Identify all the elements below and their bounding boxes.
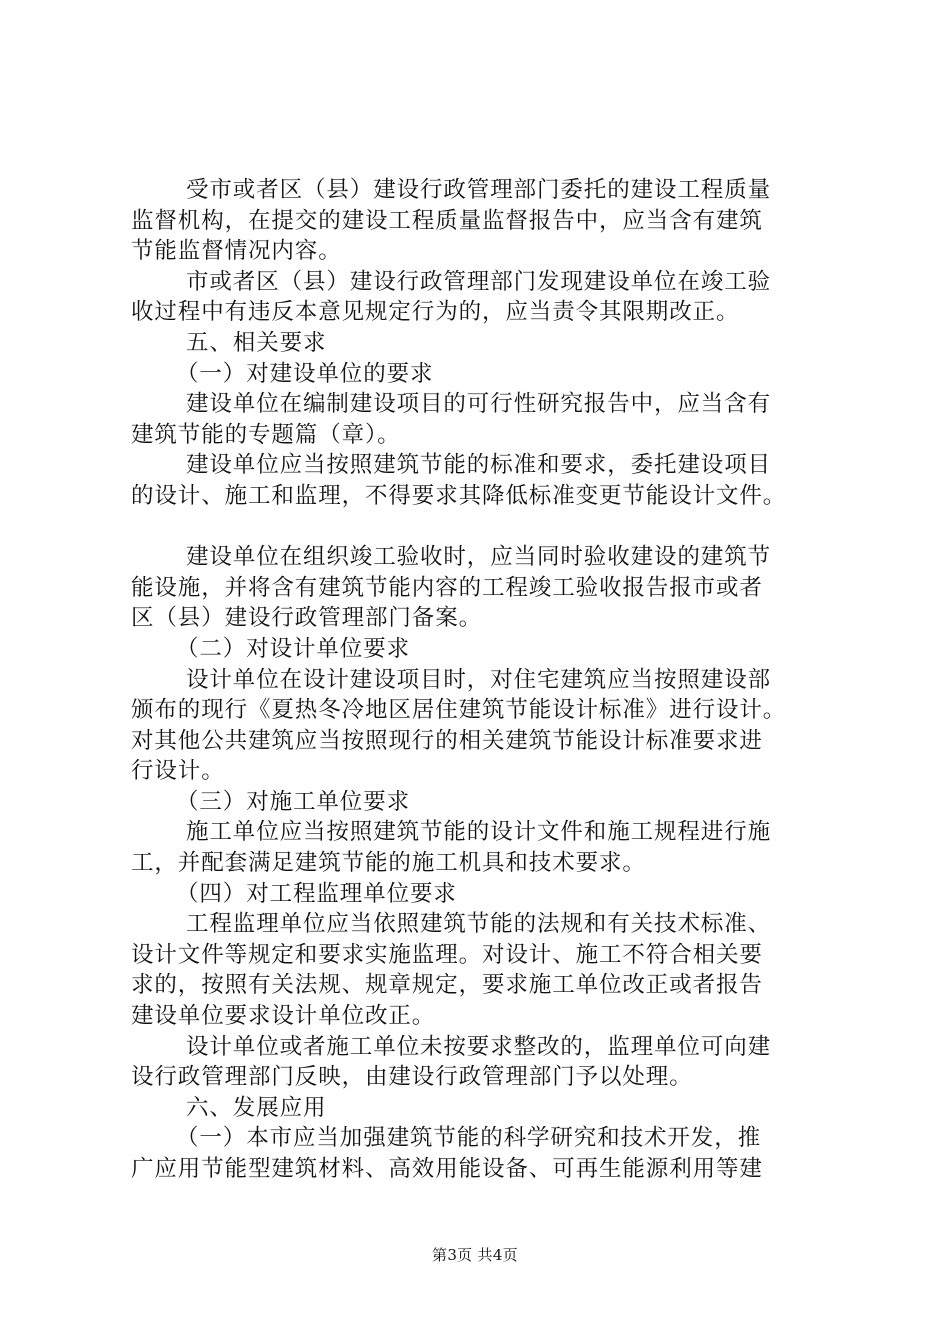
- text-line: 五、相关要求: [186, 329, 327, 356]
- page-footer: 第3页 共4页: [432, 1246, 518, 1264]
- text-line: 建设单位应当按照建筑节能的标准和要求，委托建设项目: [186, 452, 772, 479]
- text-line: 颁布的现行《夏热冬冷地区居住建筑节能设计标准》进行设计。: [131, 697, 787, 724]
- text-line: （四）对工程监理单位要求: [176, 880, 457, 907]
- text-line: 设行政管理部门反映，由建设行政管理部门予以处理。: [131, 1064, 693, 1091]
- text-line: 收过程中有违反本意见规定行为的，应当责令其限期改正。: [131, 299, 740, 326]
- text-line: （三）对施工单位要求: [176, 788, 411, 815]
- text-line: （一）本市应当加强建筑节能的科学研究和技术开发，推: [176, 1125, 762, 1152]
- text-line: 广应用节能型建筑材料、高效用能设备、可再生能源利用等建: [131, 1156, 763, 1182]
- text-line: 施工单位应当按照建筑节能的设计文件和施工规程进行施: [186, 819, 772, 846]
- text-line: 区（县）建设行政管理部门备案。: [131, 605, 483, 632]
- text-line: 设计单位在设计建设项目时，对住宅建筑应当按照建设部: [186, 666, 772, 693]
- text-line: 建设单位在组织竣工验收时，应当同时验收建设的建筑节: [186, 544, 772, 571]
- text-line: 设计单位或者施工单位未按要求整改的，监理单位可向建: [186, 1033, 772, 1060]
- document-body: [131, 175, 835, 1185]
- text-line: 六、发展应用: [186, 1094, 327, 1121]
- text-line: 设计文件等规定和要求实施监理。对设计、施工不符合相关要: [131, 941, 763, 968]
- text-line: 建设单位要求设计单位改正。: [131, 1003, 436, 1030]
- text-line: 对其他公共建筑应当按照现行的相关建筑节能设计标准要求进: [131, 727, 763, 754]
- text-line: 行设计。: [131, 758, 225, 785]
- text-line: 节能监督情况内容。: [131, 238, 342, 265]
- text-line: 市或者区（县）建设行政管理部门发现建设单位在竣工验: [186, 268, 772, 295]
- text-line: 能设施，并将含有建筑节能内容的工程竣工验收报告报市或者: [131, 574, 763, 601]
- text-line: 的设计、施工和监理，不得要求其降低标准变更节能设计文件。: [131, 482, 787, 509]
- text-line: 受市或者区（县）建设行政管理部门委托的建设工程质量: [186, 177, 772, 203]
- text-line: 工程监理单位应当依照建筑节能的法规和有关技术标准、: [186, 911, 772, 938]
- text-line: （一）对建设单位的要求: [176, 360, 434, 387]
- text-line: 监督机构，在提交的建设工程质量监督报告中，应当含有建筑: [131, 207, 763, 234]
- text-line: 建设单位在编制建设项目的可行性研究报告中，应当含有: [186, 391, 772, 418]
- text-line: 工，并配套满足建筑节能的施工机具和技术要求。: [131, 850, 646, 877]
- text-line: （二）对设计单位要求: [176, 635, 411, 662]
- blank-line: [131, 512, 835, 543]
- text-line: 求的，按照有关法规、规章规定，要求施工单位改正或者报告: [131, 972, 763, 999]
- text-line: 建筑节能的专题篇（章）。: [131, 421, 401, 448]
